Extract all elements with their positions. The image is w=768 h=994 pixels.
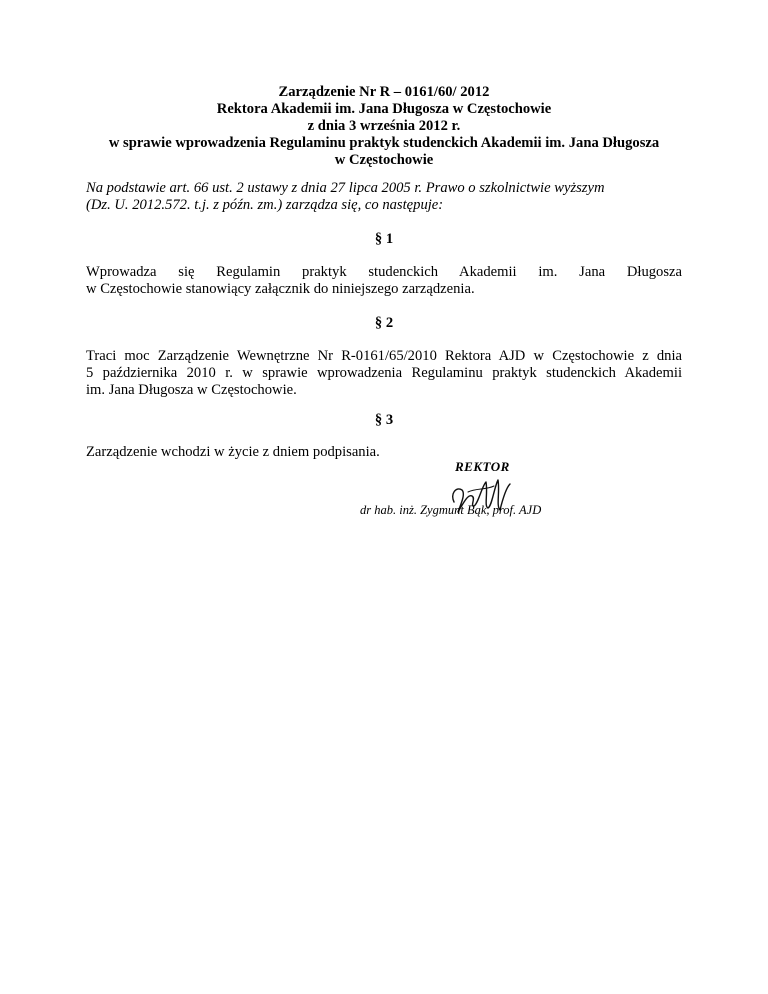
section-1-line: Wprowadza się Regulamin praktyk studenckich Akademii im. Jana Długosza — [86, 264, 682, 280]
legal-basis — [86, 180, 686, 214]
issuer: Rektora Akademii im. Jana Długosza w Częstochowie — [216, 101, 552, 117]
section-mark-3: § 3 — [374, 412, 394, 428]
section-2-line: 5 października 2010 r. w sprawie wprowadzenia Regulaminu praktyk studenckich Akademii — [86, 365, 682, 381]
section-2-text — [86, 348, 682, 399]
legal-basis-line: (Dz. U. 2012.572. t.j. z późn. zm.) zarządza się, co następuje: — [86, 197, 444, 213]
section-1-text — [86, 264, 682, 298]
section-3-line: Zarządzenie wchodzi w życie z dniem podpisania. — [86, 444, 380, 460]
signatory-name: dr hab. inż. Zygmunt Bąk, prof. AJD — [360, 503, 542, 517]
document-header — [86, 84, 682, 169]
section-mark-2: § 2 — [374, 315, 394, 331]
section-2-line: Traci moc Zarządzenie Wewnętrzne Nr R-0161/65/2010 Rektora AJD w Częstochowie z dnia — [86, 348, 682, 364]
ordinance-number: Zarządzenie Nr R – 0161/60/ 2012 — [278, 84, 490, 100]
section-1-line: w Częstochowie stanowiący załącznik do niniejszego zarządzenia. — [86, 281, 475, 297]
legal-basis-line: Na podstawie art. 66 ust. 2 ustawy z dnia 27 lipca 2005 r. Prawo o szkolnictwie wyższym — [86, 180, 605, 196]
ordinance-date: z dnia 3 września 2012 r. — [307, 118, 461, 134]
signature-block — [360, 458, 600, 528]
section-mark-1: § 1 — [374, 231, 394, 247]
section-2-line: im. Jana Długosza w Częstochowie. — [86, 382, 297, 398]
signatory-title: REKTOR — [455, 459, 510, 474]
ordinance-subject-continued: w Częstochowie — [334, 152, 434, 168]
ordinance-subject: w sprawie wprowadzenia Regulaminu praktyk studenckich Akademii im. Jana Długosza — [108, 135, 660, 151]
